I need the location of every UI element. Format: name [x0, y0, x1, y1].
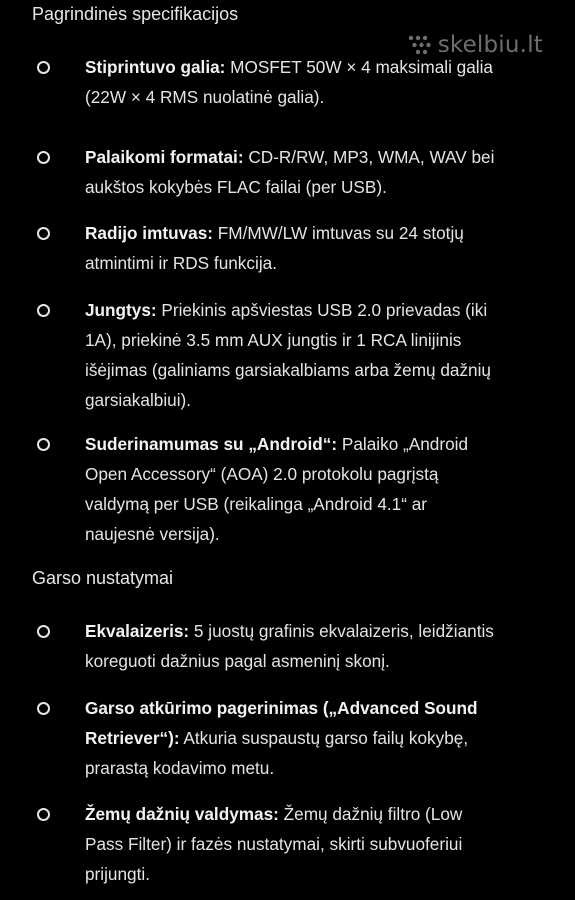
bullet-icon [37, 702, 50, 715]
watermark-text: skelbiu.lt [437, 32, 543, 58]
section-title-specs: Pagrindinės specifikacijos [32, 4, 239, 24]
bullet-icon [37, 304, 50, 317]
list-item-text: Suderinamumas su „Android“: Palaiko „Android Open Accessory“ (AOA) 2.0 protokolu pagrįstą valdymą per USB (reikalinga „Android 4.1“ ar naujesnė versija). [85, 434, 469, 544]
list-item-text: Jungtys: Priekinis apšviestas USB 2.0 prievadas (iki 1A), priekinė 3.5 mm AUX jungtis ir 1 RCA linijinis išėjimas (galiniams garsiakalbiams arba žemų dažnių garsiakalbiui). [85, 300, 491, 410]
bullet-icon [37, 61, 50, 74]
bullet-icon [37, 151, 50, 164]
list-item-text: Radijo imtuvas: FM/MW/LW imtuvas su 24 stotjų atmintimi ir RDS funkcija. [85, 223, 464, 273]
bullet-icon [37, 438, 50, 451]
bullet-icon [37, 808, 50, 821]
list-item-text: Ekvalaizeris: 5 juostų grafinis ekvalaizeris, leidžiantis koreguoti dažnius pagal asmeninį skonį. [85, 621, 494, 671]
bullet-icon [37, 625, 50, 638]
list-item-text: Garso atkūrimo pagerinimas („Advanced Sound Retriever“): Atkuria suspaustų garso failų kokybę, prarastą kodavimo metu. [85, 698, 478, 778]
dots-logo-icon [407, 34, 433, 56]
section-title-sound: Garso nustatymai [32, 568, 174, 588]
list-item-text: Stiprintuvo galia: MOSFET 50W × 4 maksimali galia (22W × 4 RMS nuolatinė galia). [85, 57, 493, 107]
list-item-text: Žemų dažnių valdymas: Žemų dažnių filtro (Low Pass Filter) ir fazės nustatymai, skirti subvuoferiui prijungti. [85, 804, 463, 884]
bullet-icon [37, 227, 50, 240]
watermark [407, 32, 543, 58]
list-item-text: Palaikomi formatai: CD-R/RW, MP3, WMA, WAV bei aukštos kokybės FLAC failai (per USB). [85, 147, 495, 197]
